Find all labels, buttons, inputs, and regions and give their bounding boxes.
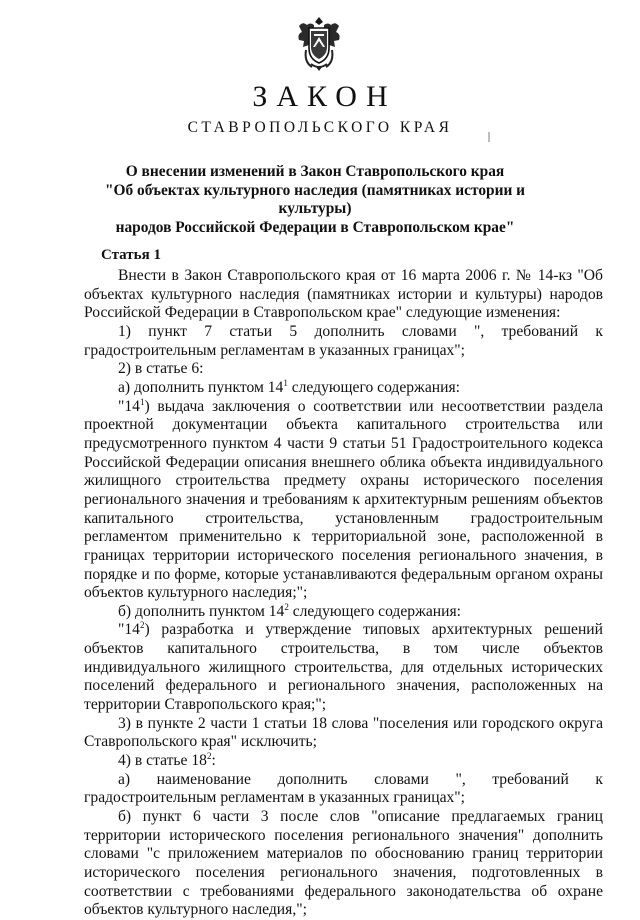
article-paragraph: б) пункт 6 части 3 после слов "описание предлагаемых границ территории исторического поселения регионального значения" дополнить словами "с приложением материалов по обоснованию границ территории исторического поселения регионального значения, подготовленных в соответствии с требованиями федерального законодательства об охране объектов культурного наследия,"; [84,808,603,919]
article-paragraph: "$14^1$) выдача заключения о соответствии или несоответствии раздела проектной документации объекта капитального строительства или предусмотренного пунктом 4 части 9 статьи 51 Градостроительного кодекса Российской Федерации описания внешнего облика объекта индивидуального жилищного строительства предмету охраны исторического поселения регионального значения и требованиям к архитектурным решениям объектов капитального строительства, установленным градостроительным регламентом применительно к территориальной зоне, расположенной в границах территории исторического поселения регионального значения, в порядке и по форме, которые устанавливаются федеральным органом охраны объектов культурного наследия;"; [84,396,603,602]
subject-line: О внесении изменений в Закон Ставропольского края [125,163,505,180]
article-paragraph: б) дополнить пунктом $14^2$ следующего содержания: [118,601,461,620]
superscript-index: 2 [206,751,212,762]
law-title: ЗАКОН [252,80,397,113]
subject-line: народов Российской Федерации в Ставропольском крае" [115,218,515,236]
article-paragraph: 3) в пункте 2 части 1 статьи 18 слова "поселения или городского округа Ставропольского края" исключить; [84,714,603,751]
article-paragraph: а) наименование дополнить словами ", требований к градостроительным регламентам в указанных границах"; [84,770,603,807]
article-heading: Статья 1 [101,247,161,263]
superscript-index: 2 [284,601,289,612]
law-subject [100,163,530,237]
article-paragraph: "$14^2$) разработка и утверждение типовых архитектурных решений объектов капитального строительства, в том числе объектов индивидуального жилищного строительства, для отдельных исторических поселений федерального и регионального значения, расположенных на территории Ставропольского края;"; [84,620,603,714]
article-paragraph: 4) в статье $18^2$: [118,751,216,770]
superscript-index: 1 [139,396,145,407]
coat-of-arms-icon [294,14,344,72]
article-paragraph: Внести в Закон Ставропольского края от 16 марта 2006 г. № 14-кз "Об объектах культурного наследия (памятниках истории и культуры) народов Российской Федерации в Ставропольском крае" следующие изменения: [84,267,603,322]
subject-line: "Об объектах культурного наследия (памятниках истории и культуры) [104,181,526,218]
scan-mark [488,132,490,142]
article-body [84,267,603,920]
superscript-index: 1 [283,377,288,388]
law-region: СТАВРОПОЛЬСКОГО КРАЯ [187,119,453,136]
article-paragraph: а) дополнить пунктом $14^1$ следующего содержания: [118,377,460,396]
article-paragraph: 1) пункт 7 статьи 5 дополнить словами ", требований к градостроительным регламентам в указанных границах"; [84,322,603,359]
article-paragraph: 2) в статье 6: [118,360,204,378]
superscript-index: 2 [139,620,145,631]
